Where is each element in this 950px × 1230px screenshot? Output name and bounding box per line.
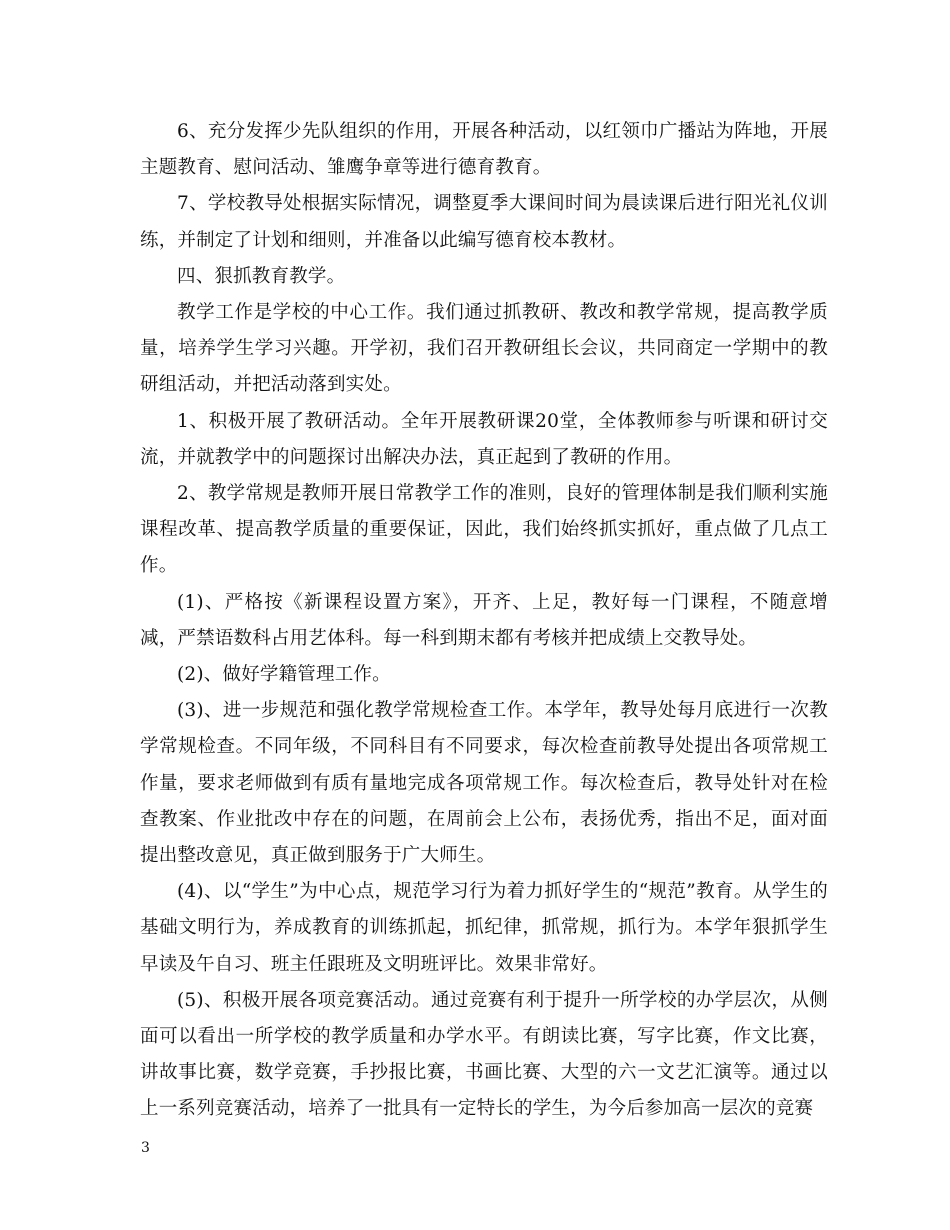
page-number: 3 [141, 1140, 150, 1156]
paragraph-subitem-1: (1)、严格按《新课程设置方案》，开齐、上足，教好每一门课程，不随意增减，严禁语数科占用艺体科。每一科到期末都有考核并把成绩上交教导处。 [140, 591, 828, 649]
paragraph-subitem-2: (2)、做好学籍管理工作。 [177, 664, 391, 686]
paragraph-subitem-4: (4)、以“学生”为中心点，规范学习行为着力抓好学生的“规范”教育。从学生的基础文明行为，养成教育的训练抓起，抓纪律，抓常规，抓行为。本学年狠抓学生早读及午自习、班主任跟班及文明班评比。效果非常好。 [140, 881, 828, 975]
paragraph-item-1: 1、积极开展了教研活动。全年开展教研课20堂，全体教师参与听课和研讨交流，并就教学中的问题探讨出解决办法，真正起到了教研的作用。 [140, 410, 828, 468]
paragraph-item-6: 6、充分发挥少先队组织的作用，开展各种活动，以红领巾广播站为阵地，开展主题教育、慰问活动、雏鹰争章等进行德育教育。 [140, 121, 828, 179]
paragraph-item-2: 2、教学常规是教师开展日常教学工作的准则，良好的管理体制是我们顺利实施课程改革、提高教学质量的重要保证，因此，我们始终抓实抓好，重点做了几点工作。 [140, 483, 828, 577]
paragraph-subitem-3: (3)、进一步规范和强化教学常规检查工作。本学年，教导处每月底进行一次教学常规检查。不同年级，不同科目有不同要求，每次检查前教导处提出各项常规工作量，要求老师做到有质有量地完成各项常规工作。每次检查后，教导处针对在检查教案、作业批改中存在的问题，在周前会上公布，表扬优秀，指出不足，面对面提出整改意见，真正做到服务于广大师生。 [140, 700, 828, 867]
paragraph-item-7: 7、学校教导处根据实际情况，调整夏季大课间时间为晨读课后进行阳光礼仪训练，并制定了计划和细则，并准备以此编写德育校本教材。 [140, 193, 828, 251]
teaching-intro-paragraph: 教学工作是学校的中心工作。我们通过抓教研、教改和教学常规，提高教学质量，培养学生学习兴趣。开学初，我们召开教研组长会议，共同商定一学期中的教研组活动，并把活动落到实处。 [140, 302, 828, 396]
section-heading: 四、狠抓教育教学。 [177, 265, 346, 287]
document-body [140, 114, 828, 1128]
paragraph-subitem-5: (5)、积极开展各项竞赛活动。通过竞赛有利于提升一所学校的办学层次，从侧面可以看出一所学校的教学质量和办学水平。有朗读比赛，写字比赛，作文比赛，讲故事比赛，数学竞赛，手抄报比赛，书画比赛、大型的六一文艺汇演等。通过以上一系列竞赛活动，培养了一批具有一定特长的学生，为今后参加高一层次的竞赛 [140, 989, 828, 1120]
